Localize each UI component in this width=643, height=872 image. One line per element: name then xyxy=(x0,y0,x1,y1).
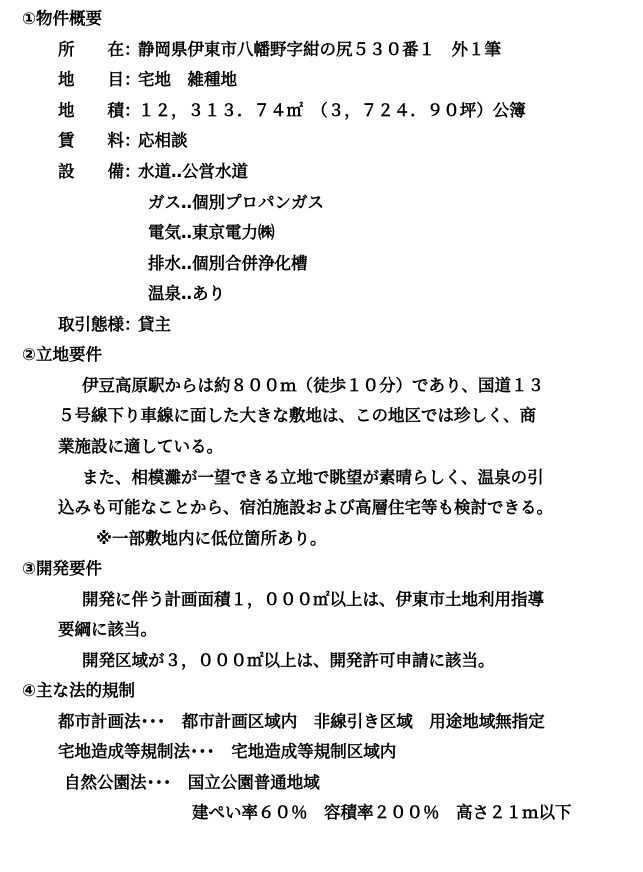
rent-label: 賃 料： xyxy=(58,131,141,150)
regulation-city-planning: 都市計画法･･･ 都市計画区域内 非線引き区域 用途地域無指定 xyxy=(58,712,545,731)
rent-row xyxy=(58,130,188,152)
land-area-label: 地 積： xyxy=(58,101,141,120)
land-category-row xyxy=(58,69,237,91)
land-category-label: 地 目： xyxy=(58,70,141,89)
location-text-line: ５号線下り車線に面した大きな敷地は、この地区では珍しく、商 xyxy=(58,406,537,425)
regulation-residential-land: 宅地造成等規制法･･･ 宅地造成等規制区域内 xyxy=(58,742,397,761)
facilities-water-value: 水道‥公営水道 xyxy=(138,162,249,181)
regulation-natural-park: 自然公園法･･･ 国立公園普通地域 xyxy=(64,773,320,792)
land-area-row xyxy=(58,100,526,122)
section-heading-regulations: ④主な法的規制 xyxy=(22,681,135,700)
location-label: 所 在： xyxy=(58,40,141,59)
trade-type-row xyxy=(58,314,171,336)
facilities-drainage: 排水‥個別合併浄化槽 xyxy=(148,254,308,273)
trade-type-value: 貸主 xyxy=(138,315,171,334)
location-text-line: 込みも可能なことから、宿泊施設および高層住宅等も検討できる。 xyxy=(58,498,553,517)
development-text-line: 要綱に該当。 xyxy=(58,620,157,639)
facilities-row xyxy=(58,161,248,183)
location-note: ※一部敷地内に低位箇所あり。 xyxy=(96,529,327,548)
regulation-coverage-ratios: 建ぺい率６０％ 容積率２００％ 高さ２１ｍ以下 xyxy=(192,803,572,822)
development-text-line: 開発区域が３，０００㎡以上は、開発許可申請に該当。 xyxy=(82,651,495,670)
section-heading-location: ②立地要件 xyxy=(22,345,102,364)
facilities-label: 設 備： xyxy=(58,162,141,181)
facilities-hot-spring: 温泉‥あり xyxy=(148,284,226,303)
trade-type-label: 取引態様： xyxy=(58,315,141,334)
land-category-value: 宅地 雑種地 xyxy=(138,70,237,89)
section-heading-development: ③開発要件 xyxy=(22,559,102,578)
location-value: 静岡県伊東市八幡野字紺の尻５３０番１ 外１筆 xyxy=(138,40,501,59)
location-row xyxy=(58,39,501,61)
section-heading-property-overview: ①物件概要 xyxy=(22,9,102,28)
location-text-line: 伊豆高原駅からは約８００ｍ（徒歩１０分）であり、国道１３ xyxy=(82,376,544,395)
rent-value: 応相談 xyxy=(138,131,188,150)
location-text-line: また、相模灘が一望できる立地で眺望が素晴らしく、温泉の引 xyxy=(82,468,544,487)
land-area-value: １２，３１３．７４㎡ （３，７２４．９０坪）公簿 xyxy=(138,101,526,120)
facilities-electricity: 電気‥東京電力㈱ xyxy=(148,223,275,242)
location-text-line: 業施設に適している。 xyxy=(58,437,223,456)
facilities-gas: ガス‥個別プロパンガス xyxy=(148,193,325,212)
development-text-line: 開発に伴う計画面積１，０００㎡以上は、伊東市土地利用指導 xyxy=(82,590,544,609)
